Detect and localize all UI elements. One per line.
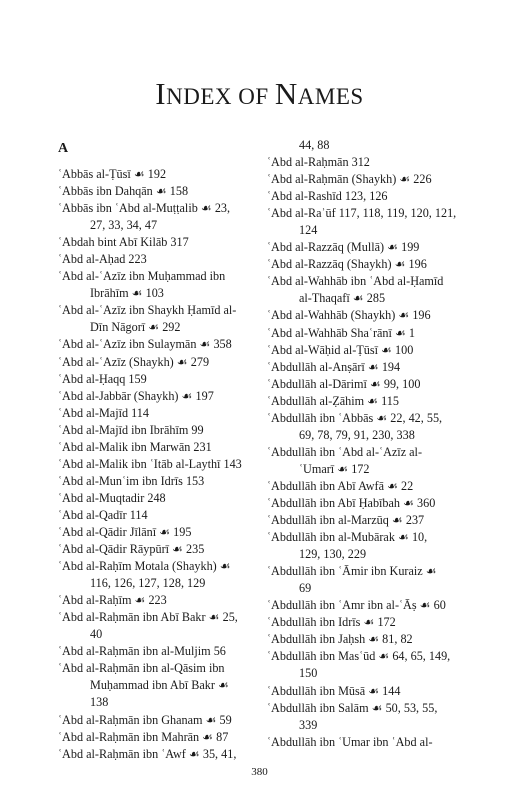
index-column-left xyxy=(58,137,262,763)
index-entry: ʿAbd al-Qadīr 114 xyxy=(58,507,148,522)
index-entry: ʿAbd al-Wahhāb (Shaykh) ☙ 196 xyxy=(267,308,431,323)
index-entry: ʿAbd al-Muqtadir 248 xyxy=(58,490,166,505)
index-entry: ʿAbd al-ʿAzīz (Shaykh) ☙ 279 xyxy=(58,354,210,369)
index-entry: ʿAbdullāh ibn Masʿūd ☙ 64, 65, 149, xyxy=(267,649,451,664)
index-entry: ʿAbd al-Majīd ibn Ibrāhīm 99 xyxy=(58,422,204,437)
index-entry-continuation: 150 xyxy=(299,666,318,681)
page-title xyxy=(0,76,519,115)
index-entry: ʿAbd al-Qādir Rāypūrī ☙ 235 xyxy=(58,542,205,557)
index-entry: ʿAbd al-ʿAzīz ibn Shaykh Ḥamīd al- xyxy=(58,303,237,318)
index-entry: ʿAbd al-Razzāq (Mullā) ☙ 199 xyxy=(267,240,420,255)
title-initial-2: N xyxy=(274,76,298,111)
index-entry: ʿAbbās ibn Dahqān ☙ 158 xyxy=(58,184,189,199)
index-entry: ʿAbdullāh ibn Jaḥsh ☙ 81, 82 xyxy=(267,632,413,647)
page-number: 380 xyxy=(251,766,268,778)
index-entry: ʿAbd al-ʿAzīz ibn Sulaymān ☙ 358 xyxy=(58,337,232,352)
index-entry: ʿAbd al-Rashīd 123, 126 xyxy=(267,189,388,204)
index-entry: ʿAbd al-Raḥmān ibn Mahrān ☙ 87 xyxy=(58,729,229,744)
index-entry: ʿAbdullāh ibn Mūsā ☙ 144 xyxy=(267,683,401,698)
index-entry: ʿAbdullāh ibn Salām ☙ 50, 53, 55, xyxy=(267,700,438,715)
index-entry: ʿAbd al-Raḥmān ibn al-Qāsim ibn xyxy=(58,661,225,676)
index-entry: ʿAbd al-Jabbār (Shaykh) ☙ 197 xyxy=(58,388,214,403)
index-entry: ʿAbd al-Malik ibn ʿItāb al-Laythī 143 xyxy=(58,456,242,471)
index-entry: ʿAbdullāh al-Anṣārī ☙ 194 xyxy=(267,359,401,374)
index-entry: ʿAbdullāh al-Ẓāhim ☙ 115 xyxy=(267,393,399,408)
index-entry: ʿAbdullāh ibn ʿAmr ibn al-ʿĀṣ ☙ 60 xyxy=(267,598,446,613)
index-entry-continuation: 69 xyxy=(299,581,312,596)
index-entry: ʿAbd al-Qādir Jīlānī ☙ 195 xyxy=(58,524,192,539)
index-entry: ʿAbdullāh ibn ʿAbbās ☙ 22, 42, 55, xyxy=(267,410,443,425)
index-entry-continuation: al-Thaqafī ☙ 285 xyxy=(299,291,386,306)
index-entry: ʿAbd al-Raḥmān ibn al-Muljim 56 xyxy=(58,644,226,659)
index-entry: ʿAbdah bint Abī Kilāb 317 xyxy=(58,235,189,250)
index-entry-continuation: 116, 126, 127, 128, 129 xyxy=(90,576,206,591)
index-entry: ʿAbbās ibn ʿAbd al-Muṭṭalib ☙ 23, xyxy=(58,201,231,216)
index-entry-continuation: 69, 78, 79, 91, 230, 338 xyxy=(299,427,415,442)
index-entry: ʿAbd al-Raḥmān (Shaykh) ☙ 226 xyxy=(267,172,432,187)
index-entry: ʿAbdullāh ibn ʿAbd al-ʿAzīz al- xyxy=(267,444,422,459)
title-initial-1: I xyxy=(155,76,167,111)
index-entry: ʿAbd al-Munʿim ibn Idrīs 153 xyxy=(58,473,205,488)
index-entry: ʿAbd al-ʿAzīz ibn Muḥammad ibn xyxy=(58,269,226,284)
index-entry-continuation: 124 xyxy=(299,223,318,238)
index-entry: ʿAbd al-Wahhāb Shaʿrānī ☙ 1 xyxy=(267,325,416,340)
index-entry: ʿAbdullāh ibn ʿĀmir ibn Kuraiz ☙ xyxy=(267,564,437,579)
index-entry-continuation: 27, 33, 34, 47 xyxy=(90,218,158,233)
title-rest-1: NDEX OF xyxy=(166,84,275,109)
index-entry-continuation: Ibrāhīm ☙ 103 xyxy=(90,286,164,301)
index-entry-continuation: Dīn Nāgorī ☙ 292 xyxy=(90,320,181,335)
index-entry: ʿAbd al-Raʾūf 117, 118, 119, 120, 121, xyxy=(267,206,457,221)
index-column-right xyxy=(267,137,471,751)
index-entry: ʿAbd al-Majīd 114 xyxy=(58,405,149,420)
index-entry: ʿAbdullāh ibn Idrīs ☙ 172 xyxy=(267,615,396,630)
index-entry: ʿAbd al-Raḥīm ☙ 223 xyxy=(58,593,167,608)
index-entry: ʿAbdullāh al-Dārimī ☙ 99, 100 xyxy=(267,376,421,391)
index-entry: ʿAbdullāh ibn ʿUmar ibn ʿAbd al- xyxy=(267,734,433,749)
index-entry: ʿAbd al-Raḥmān 312 xyxy=(267,155,370,170)
index-entry: ʿAbd al-Raḥmān ibn ʿAwf ☙ 35, 41, xyxy=(58,746,237,761)
index-entry-continuation: Muḥammad ibn Abī Bakr ☙ xyxy=(90,678,229,693)
index-entry: ʿAbdullāh ibn al-Marzūq ☙ 237 xyxy=(267,513,425,528)
index-entry: ʿAbd al-Raḥīm Motala (Shaykh) ☙ xyxy=(58,559,231,574)
index-entry: ʿAbd al-Aḥad 223 xyxy=(58,252,147,267)
index-entry: ʿAbdullāh ibn Abī Ḥabībah ☙ 360 xyxy=(267,495,436,510)
index-entry: ʿAbd al-Raḥmān ibn Ghanam ☙ 59 xyxy=(58,712,232,727)
index-entry-continuation: 138 xyxy=(90,695,109,710)
index-entry: ʿAbd al-Malik ibn Marwān 231 xyxy=(58,439,212,454)
index-entry: ʿAbd al-Raḥmān ibn Abī Bakr ☙ 25, xyxy=(58,610,238,625)
index-entry: ʿAbd al-Wāḥid al-Ṭūsī ☙ 100 xyxy=(267,342,414,357)
index-entry: ʿAbdullāh ibn Abī Awfā ☙ 22 xyxy=(267,478,414,493)
index-entry: ʿAbdullāh ibn al-Mubārak ☙ 10, xyxy=(267,530,428,545)
section-letter: A xyxy=(58,141,69,156)
index-entry: ʿAbd al-Razzāq (Shaykh) ☙ 196 xyxy=(267,257,427,272)
index-entry-continuation: ʿUmarī ☙ 172 xyxy=(299,461,370,476)
index-entry: ʿAbd al-Ḥaqq 159 xyxy=(58,371,147,386)
index-entry-continuation: 129, 130, 229 xyxy=(299,547,367,562)
index-entry: ʿAbd al-Wahhāb ibn ʿAbd al-Ḥamīd xyxy=(267,274,444,289)
index-entry-continuation: 339 xyxy=(299,717,318,732)
index-entry: ʿAbbās al-Ṭūsī ☙ 192 xyxy=(58,167,167,181)
index-entry-continuation: 40 xyxy=(90,627,103,642)
index-entry-continuation: 44, 88 xyxy=(299,138,330,152)
title-rest-2: AMES xyxy=(297,84,364,109)
